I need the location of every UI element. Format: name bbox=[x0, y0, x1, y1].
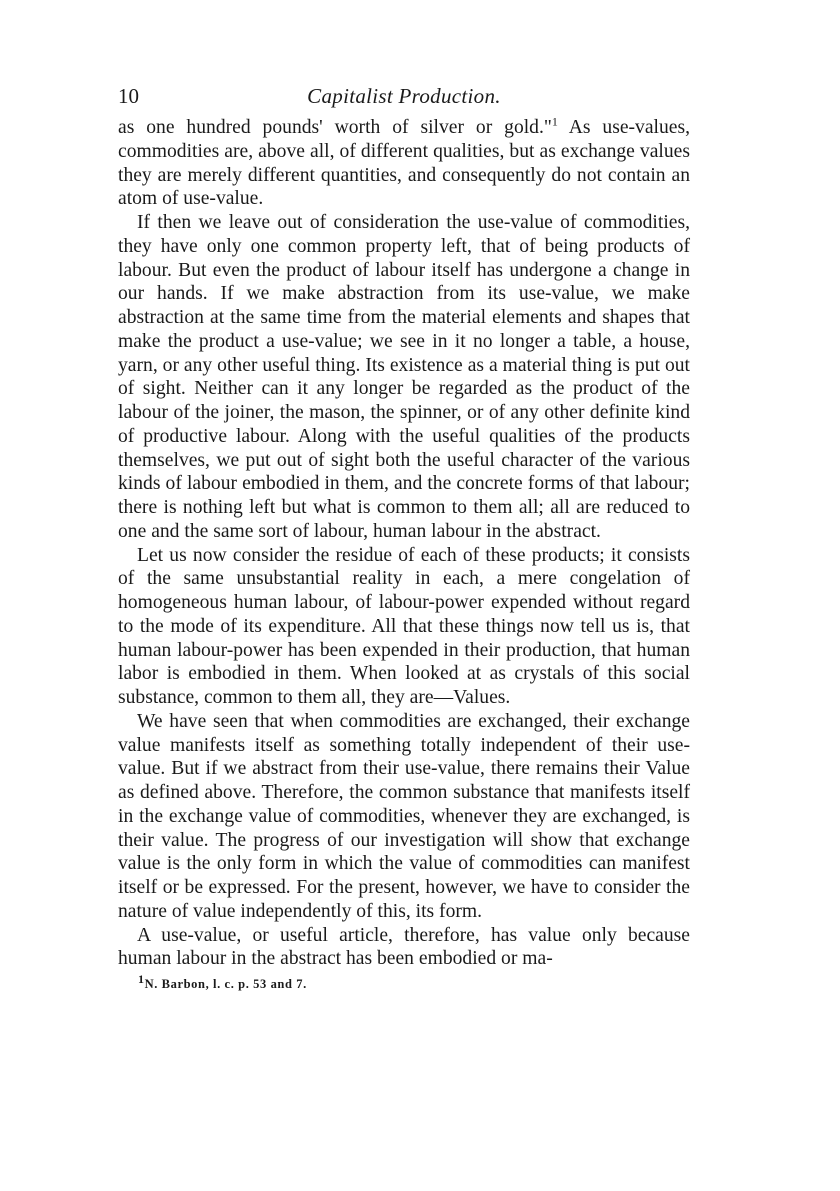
paragraph: Let us now consider the residue of each of these products; it consists of the same unsubstantial reality in each, a mere congelation of homogeneous human labour, of labour-power expended without regard to the mode of its expenditure. All that these things now tell us is, that human labour-power has been expended in their production, that human labor is embodied in them. When looked at as crystals of this social substance, common to them all, they are—Values. bbox=[118, 544, 690, 708]
paragraph-text-continued: As use-values, commodities are, above all, of different qualities, but as exchange values they are merely different quantities, and consequently do not contain an atom of use-value. bbox=[118, 117, 691, 210]
footnote bbox=[118, 971, 690, 992]
running-head bbox=[118, 84, 690, 116]
paragraph: We have seen that when commodities are exchanged, their exchange value manifests itself as something totally independent of their use-value. But if we abstract from their use-value, there remains their Value as defined above. Therefore, the common substance that manifests itself in the exchange value of commodities, whenever they are exchanged, is their value. The progress of our investigation will show that exchange value is the only form in which the value of commodities can manifest itself or be expressed. For the present, however, we have to consider the nature of value independently of this, its form. bbox=[118, 710, 690, 922]
footnote-reference: 1 bbox=[551, 114, 558, 129]
footnote-text: N. Barbon, l. c. p. 53 and 7. bbox=[144, 977, 307, 991]
paragraph-text: as one hundred pounds' worth of silver or gold." bbox=[118, 117, 552, 138]
paragraph: A use-value, or useful article, therefore, has value only because human labour in the abstract has been embodied or ma- bbox=[118, 924, 690, 970]
paragraph: If then we leave out of consideration the use-value of commodities, they have only one common property left, that of being products of labour. But even the product of labour itself has undergone a change in our hands. If we make abstraction from its use-value, we make abstraction at the same time from the material elements and shapes that make the product a use-value; we see in it no longer a table, a house, yarn, or any other useful thing. Its existence as a material thing is put out of sight. Neither can it any longer be regarded as the product of the labour of the joiner, the mason, the spinner, or of any other definite kind of productive labour. Along with the useful qualities of the products themselves, we put out of sight both the useful character of the various kinds of labour embodied in them, and the concrete forms of that labour; there is nothing left but what is common to them all; all are reduced to one and the same sort of labour, human labour in the abstract. bbox=[118, 212, 690, 542]
body-text bbox=[118, 116, 690, 971]
page-number: 10 bbox=[118, 84, 139, 108]
book-page bbox=[118, 84, 690, 992]
running-title: Capitalist Production. bbox=[307, 84, 501, 108]
paragraph bbox=[118, 116, 690, 211]
footnote-marker: 1 bbox=[138, 971, 145, 986]
